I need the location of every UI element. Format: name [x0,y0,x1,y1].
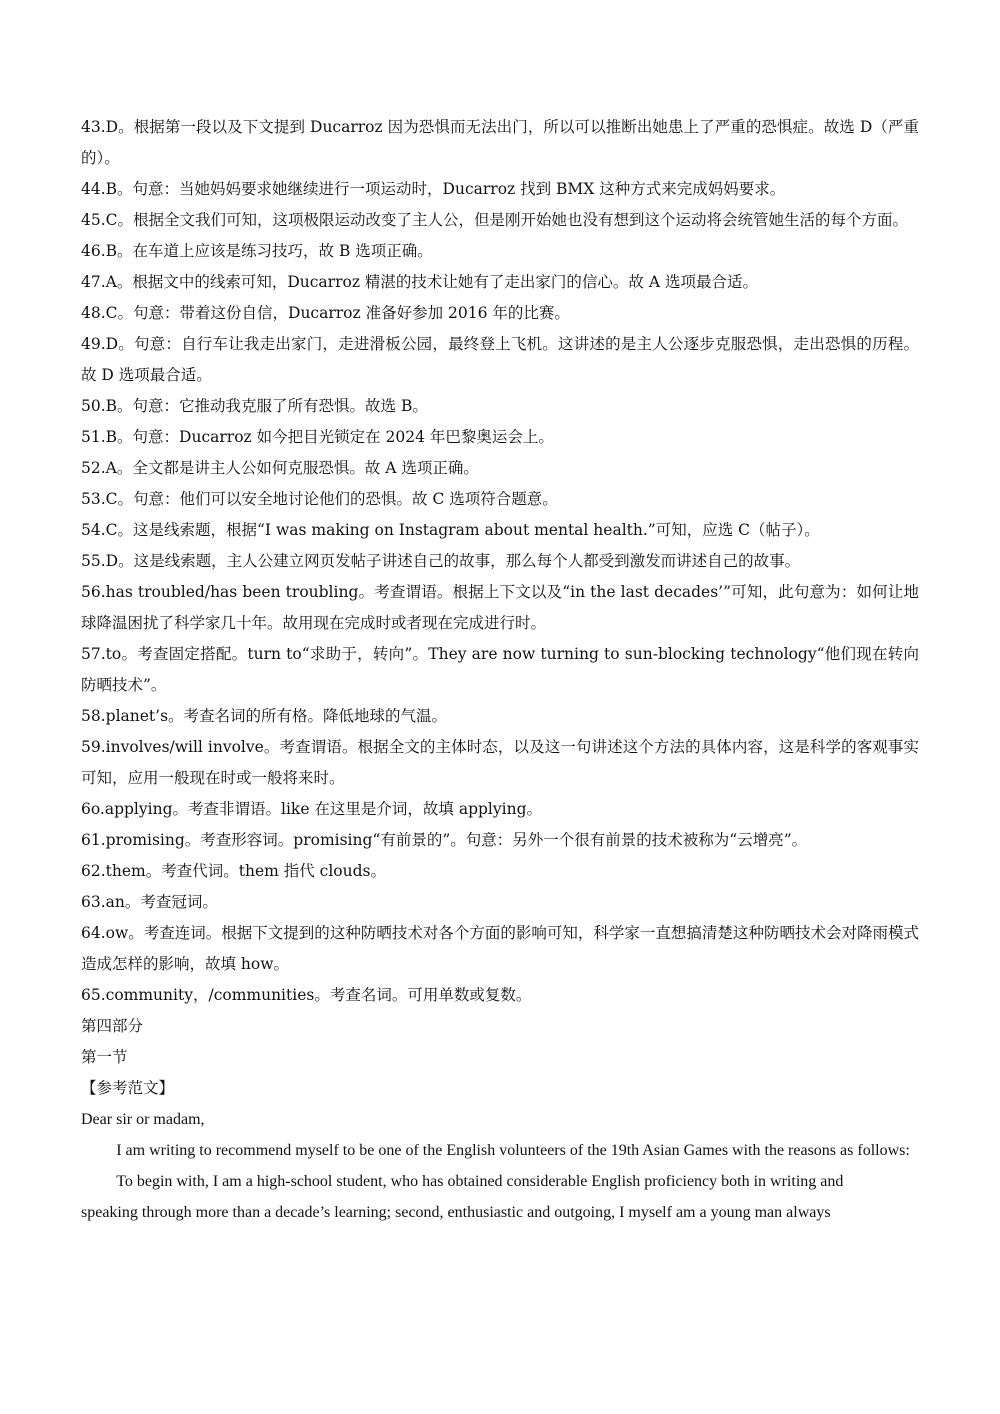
answer-49: 49.D。句意：自行车让我走出家门，走进滑板公园，最终登上飞机。这讲述的是主人公逐步克服恐惧，走出恐惧的历程。故 D 选项最合适。 [81,335,919,384]
answer-59: 59.involves/will involve。考查谓语。根据全文的主体时态，以及这一句讲述这个方法的具体内容，这是科学的客观事实可知，应用一般现在时或一般将来时。 [81,738,919,787]
answer-page [81,112,919,1228]
answer-50: 50.B。句意：它推动我克服了所有恐惧。故选 B。 [81,397,428,415]
answer-64: 64.ow。考查连词。根据下文提到的这种防晒技术对各个方面的影响可知，科学家一直想搞清楚这种防晒技术会对降雨模式造成怎样的影响，故填 how。 [81,924,919,973]
section-subsection-heading: 第一节 [81,1048,128,1066]
answer-48: 48.C。句意：带着这份自信，Ducarroz 准备好参加 2016 年的比赛。 [81,304,570,322]
answer-52: 52.A。全文都是讲主人公如何克服恐惧。故 A 选项正确。 [81,459,479,477]
answer-53: 53.C。句意：他们可以安全地讨论他们的恐惧。故 C 选项符合题意。 [81,490,558,508]
answer-63: 63.an。考查冠词。 [81,893,218,911]
answer-60: 6o.applying。考查非谓语。like 在这里是介词，故填 applying。 [81,800,543,818]
answer-62: 62.them。考查代词。them 指代 clouds。 [81,862,386,880]
essay-paragraph-1: I am writing to recommend myself to be one of the English volunteers of the 19th Asian Games with the reasons as follows: [116,1142,910,1159]
answer-45: 45.C。根据全文我们可知，这项极限运动改变了主人公，但是刚开始她也没有想到这个运动将会统管她生活的每个方面。 [81,211,909,229]
answer-54: 54.C。这是线索题，根据“I was making on Instagram about mental health.”可知，应选 C（帖子）。 [81,521,820,539]
answer-44: 44.B。句意：当她妈妈要求她继续进行一项运动时，Ducarroz 找到 BMX 这种方式来完成妈妈要求。 [81,180,786,198]
essay-paragraph-2-line-1: To begin with, I am a high-school student, who has obtained considerable English proficiency both in writing and [116,1173,844,1190]
answer-58: 58.planet’s。考查名词的所有格。降低地球的气温。 [81,707,448,725]
sample-essay-label: 【参考范文】 [81,1079,175,1097]
answer-43: 43.D。根据第一段以及下文提到 Ducarroz 因为恐惧而无法出门，所以可以推断出她患上了严重的恐惧症。故选 D（严重的）。 [81,118,919,167]
answer-56: 56.has troubled/has been troubling。考查谓语。根据上下文以及“in the last decades’”可知，此句意为：如何让地球降温困扰了科学家几十年。故用现在完成时或者现在完成进行时。 [81,583,919,632]
answer-55: 55.D。这是线索题，主人公建立网页发帖子讲述自己的故事，那么每个人都受到激发而讲述自己的故事。 [81,552,801,570]
answer-65: 65.community，/communities。考查名词。可用单数或复数。 [81,986,532,1004]
answer-51: 51.B。句意：Ducarroz 如今把目光锁定在 2024 年巴黎奥运会上。 [81,428,554,446]
answer-57: 57.to。考查固定搭配。turn to“求助于，转向”。They are now turning to sun-blocking technology“他们现在转向防晒技术”。 [81,645,919,694]
answer-47: 47.A。根据文中的线索可知，Ducarroz 精湛的技术让她有了走出家门的信心。故 A 选项最合适。 [81,273,758,291]
essay-paragraph-2-line-2: speaking through more than a decade’s learning; second, enthusiastic and outgoing, I myself am a young man always [81,1204,831,1221]
answer-46: 46.B。在车道上应该是练习技巧，故 B 选项正确。 [81,242,433,260]
section-part-heading: 第四部分 [81,1017,144,1035]
answer-61: 61.promising。考查形容词。promising“有前景的”。句意：另外一个很有前景的技术被称为“云增亮”。 [81,831,808,849]
essay-salutation: Dear sir or madam, [81,1111,205,1128]
